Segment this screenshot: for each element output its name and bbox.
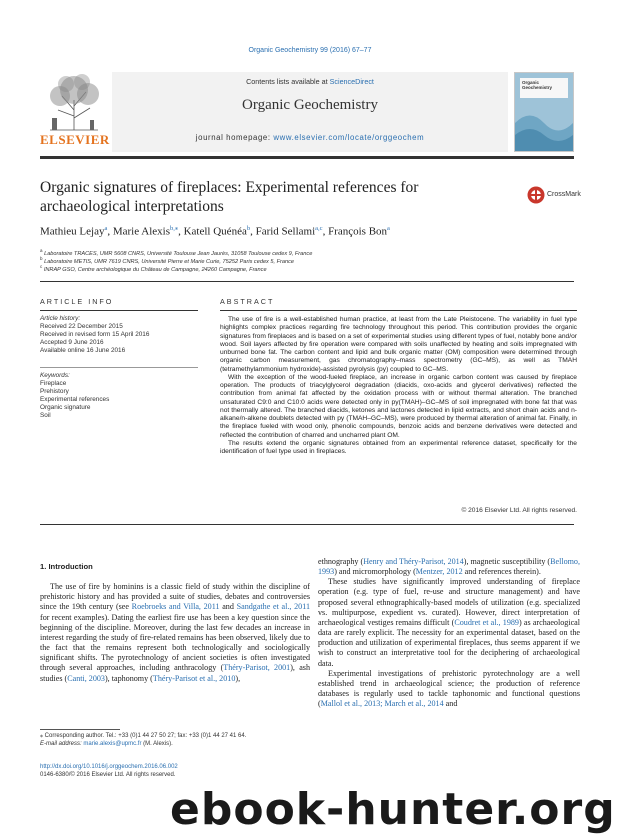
abstract-copyright: © 2016 Elsevier Ltd. All rights reserved. (461, 507, 577, 514)
abstract-paragraph: With the exception of the wood-fueled fireplace, an increase in organic carbon content was caused by fireplace operation. The products of triacylglycerol degradation (diacids, oxo-acids and glycerol derivatives) reflected the contribution from animal fat affected by the oxidation process with or without thermal alteration. The branched unsaturated C9:0 and C10:0 acids were detected only in py(TMAH)–GC–MS of soil impregnated with bone fat that was not thermally altered. The branched diacids, ketones and lactones detected in lipid extracts, and short chain acids and n-alkane/n-alkene doublets detected with py (TMAH–GC–MS), were produced by thermal alteration of animal fat. Finally, in the fireplace fueled with wood only, phenolic compounds, benzoic acids and benzene derivatives were detected and reflected the contribution of charred and uncharred plant OM. (220, 373, 577, 439)
citation-link[interactable]: Coudret et al., 1989 (454, 617, 519, 627)
keyword: Organic signature (40, 404, 91, 411)
sciencedirect-link[interactable]: ScienceDirect (329, 77, 374, 86)
keyword: Prehistory (40, 388, 69, 395)
author[interactable]: Farid Sellami (255, 225, 316, 238)
citation-link[interactable]: Théry-Parisot et al., 2010 (152, 673, 236, 683)
footnote (40, 732, 320, 748)
history-item: Accepted 9 June 2016 (40, 339, 104, 346)
intro-left-column (40, 562, 310, 684)
body-text: ), magnetic susceptibility ( (463, 557, 551, 566)
footnote-rule (40, 729, 120, 730)
section-heading-introduction: 1. Introduction (40, 562, 93, 571)
citation-link[interactable]: Théry-Parisot, 2001 (223, 663, 291, 673)
author-affil-sup: a (104, 225, 108, 232)
body-text: Experimental investigations of prehistoric pyrotechnology are a well established trend in archaeological science; the production of reference databases is regularly used to tackle taphonomic and functional questions ( (318, 668, 580, 709)
header-rule (40, 156, 574, 159)
author[interactable]: Mathieu Lejay (40, 225, 105, 238)
author-affil-sup: b (246, 225, 251, 232)
body-text: ), ash studies ( (40, 663, 310, 683)
author[interactable]: Marie Alexis (112, 225, 170, 238)
cover-pattern-icon (515, 103, 573, 151)
affiliation-text: INRAP GSO, Centre archéologique du Château de Campagne, 24260 Campagne, France (43, 266, 267, 273)
author-affil-sup: b,⁎ (169, 225, 179, 232)
body-text: and (219, 602, 237, 612)
body-text: and references therein). (462, 567, 541, 577)
affiliation-text: Laboratoire METIS, UMR 7619 CNRS, Université Pierre et Marie Curie, 75252 Paris cedex 5, France (44, 258, 295, 265)
homepage-prefix: journal homepage: (195, 133, 274, 142)
crossmark-label: CrossMark (547, 191, 581, 198)
author[interactable]: François Bon (328, 225, 388, 238)
email-label: E-mail address: (40, 741, 84, 747)
article-info-rule (40, 310, 198, 311)
keyword: Soil (40, 412, 51, 419)
body-text: ), (235, 673, 241, 683)
doi-link[interactable]: http://dx.doi.org/10.1016/j.orggeochem.2016.06.002 (40, 764, 178, 770)
intro-right-column (318, 557, 580, 709)
abstract-paragraph: The results extend the organic signatures obtained from an experimental reference dataset, specifically for the identification of fuel type used in fireplaces. (220, 439, 577, 455)
body-text: ), taphonomy ( (104, 673, 153, 683)
history-item: Received 22 December 2015 (40, 323, 123, 330)
publisher-name: ELSEVIER (40, 132, 110, 147)
affiliation-rule (40, 281, 574, 282)
article-history (40, 315, 190, 355)
affiliation-sup: c (40, 264, 43, 269)
crossmark-badge[interactable] (527, 186, 581, 206)
citation-link[interactable]: Mallol et al., 2013; March et al., 2014 (320, 699, 444, 709)
doi-block (40, 763, 320, 779)
keywords-rule (40, 367, 198, 368)
contents-prefix: Contents lists available at (246, 77, 330, 86)
watermark: ebook-hunter.org (170, 784, 616, 835)
corresponding-author-note: ⁎ Corresponding author. Tel.: +33 (0)1 44 27 50 27; fax: +33 (0)1 44 27 41 64. (40, 733, 247, 739)
history-item: Received in revised form 15 April 2016 (40, 331, 150, 338)
keywords-label: Keywords: (40, 372, 70, 379)
journal-name: Organic Geochemistry (242, 97, 378, 113)
affiliation-sup: b (40, 256, 43, 261)
abstract-body (220, 316, 577, 456)
keyword: Experimental references (40, 396, 110, 403)
journal-homepage (112, 133, 508, 142)
keywords (40, 372, 190, 420)
crossmark-icon (527, 186, 545, 204)
contents-line (112, 77, 508, 86)
author-affil-sup: a,c (315, 225, 323, 232)
author[interactable]: Katell Quénéa (183, 225, 247, 238)
citation-link[interactable]: Canti, 2003 (67, 673, 105, 683)
body-text: ) as archaeological data are rarely explicit. The necessity for an experimental dataset, based on the production and utilization of experimental fireplaces, thus seems apparent if we wish to construct an interpretative tool for the deciphering of archaeological data. (318, 617, 581, 668)
history-label: Article history: (40, 315, 81, 322)
history-item: Available online 16 June 2016 (40, 347, 126, 354)
body-text: ) and micromorphology ( (334, 567, 416, 577)
body-text: The use of fire by hominins is a classic field of study within the discipline of prehistoric history and has provided a suite of studies, debates and controversies since the 19th century (see (40, 582, 310, 612)
citation-link[interactable]: Roebroeks and Villa, 2011 (131, 602, 220, 612)
email-link[interactable]: marie.alexis@upmc.fr (83, 741, 142, 747)
article-title: Organic signatures of fireplaces: Experimental references for archaeological interpretations (40, 179, 419, 215)
email-suffix: (M. Alexis). (141, 741, 173, 747)
abstract-heading: ABSTRACT (220, 297, 275, 306)
affiliation (40, 264, 580, 273)
abstract-end-rule (40, 524, 574, 525)
citation-link[interactable]: Mentzer, 2012 (415, 567, 463, 577)
elsevier-logo (40, 70, 108, 154)
affiliation-sup: a (40, 248, 43, 253)
elsevier-tree-icon (40, 70, 108, 136)
citation-link[interactable]: Bellomo, 1993 (318, 557, 580, 577)
journal-citation[interactable]: Organic Geochemistry 99 (2016) 67–77 (248, 47, 372, 54)
body-text: and (443, 699, 458, 709)
body-paragraph (318, 557, 580, 577)
affiliation-text: Laboratoire TRACES, UMR 5608 CNRS, Université Toulouse Jean Jaurès, 31058 Toulouse cedex 9, France (44, 250, 313, 257)
journal-cover-thumbnail[interactable] (514, 72, 574, 152)
cover-title: Organic Geochemistry (520, 78, 568, 98)
author-affil-sup: a (387, 225, 390, 232)
abstract-paragraph: The use of fire is a well-established human practice, at least from the Late Pleistocene. The variability in fuel type highlights complex practices regarding fire technology throughout this period. This contribution provides the organic signatures from fireplaces and is based on a set of experimental studies using different types of fuel, notably bone and/or wood. Soil layers affected by fire operation were compared with soils unaffected by heating and soils impregnated with unburned bone fat. The carbon content and lipid and bulk organic matter (OM) composition were determined through organic carbon measurement, gas chromatography–mass spectrometry (GC–MS), as well as TMAH (tetramethylammonium hydroxide)-assisted pyrolysis (py) coupled to GC–MS. (220, 316, 577, 373)
body-paragraph (318, 669, 580, 710)
article-info-heading: ARTICLE INFO (40, 297, 114, 306)
body-text: ethnography ( (318, 557, 364, 566)
homepage-link[interactable]: www.elsevier.com/locate/orggeochem (273, 133, 425, 142)
citation-link[interactable]: Sandgathe et al., 2011 (236, 602, 310, 612)
keyword: Fireplace (40, 380, 67, 387)
citation-link[interactable]: Henry and Théry-Parisot, 2014 (363, 557, 464, 566)
body-paragraph (318, 577, 580, 668)
author-list: Mathieu Lejay$^a$, Marie Alexis$^{b,⁎}$, Katell Quénéa$^b$, Farid Sellami$^{a,c}$, François Bon$^a$ (40, 225, 390, 238)
body-text: These studies have significantly improved understanding of fireplace operation (e.g. type of fuel, re-use and structure management) and have proposed several ethnographically-based models of utilization (e.g. specialized vs. multipurpose, expedient vs. curated). However, direct interpretation of archaeological vestiges remains difficult ( (318, 577, 580, 627)
abstract-rule (220, 310, 577, 311)
body-text: for recent examples). Dating the earliest fire use has been a key question since the beginning of the discipline. Moreover, during the last few decades an increase in interest regarding the study of fire-related remains has been observed, likely due to the fact that the remains represent both technologically and sociologically significant shifts. The pyrotechnology of ancient societies is often investigated through several approaches, including anthracology ( (40, 612, 310, 673)
body-paragraph (40, 582, 310, 684)
issn-line: 0146-6380/© 2016 Elsevier Ltd. All rights reserved. (40, 772, 176, 778)
